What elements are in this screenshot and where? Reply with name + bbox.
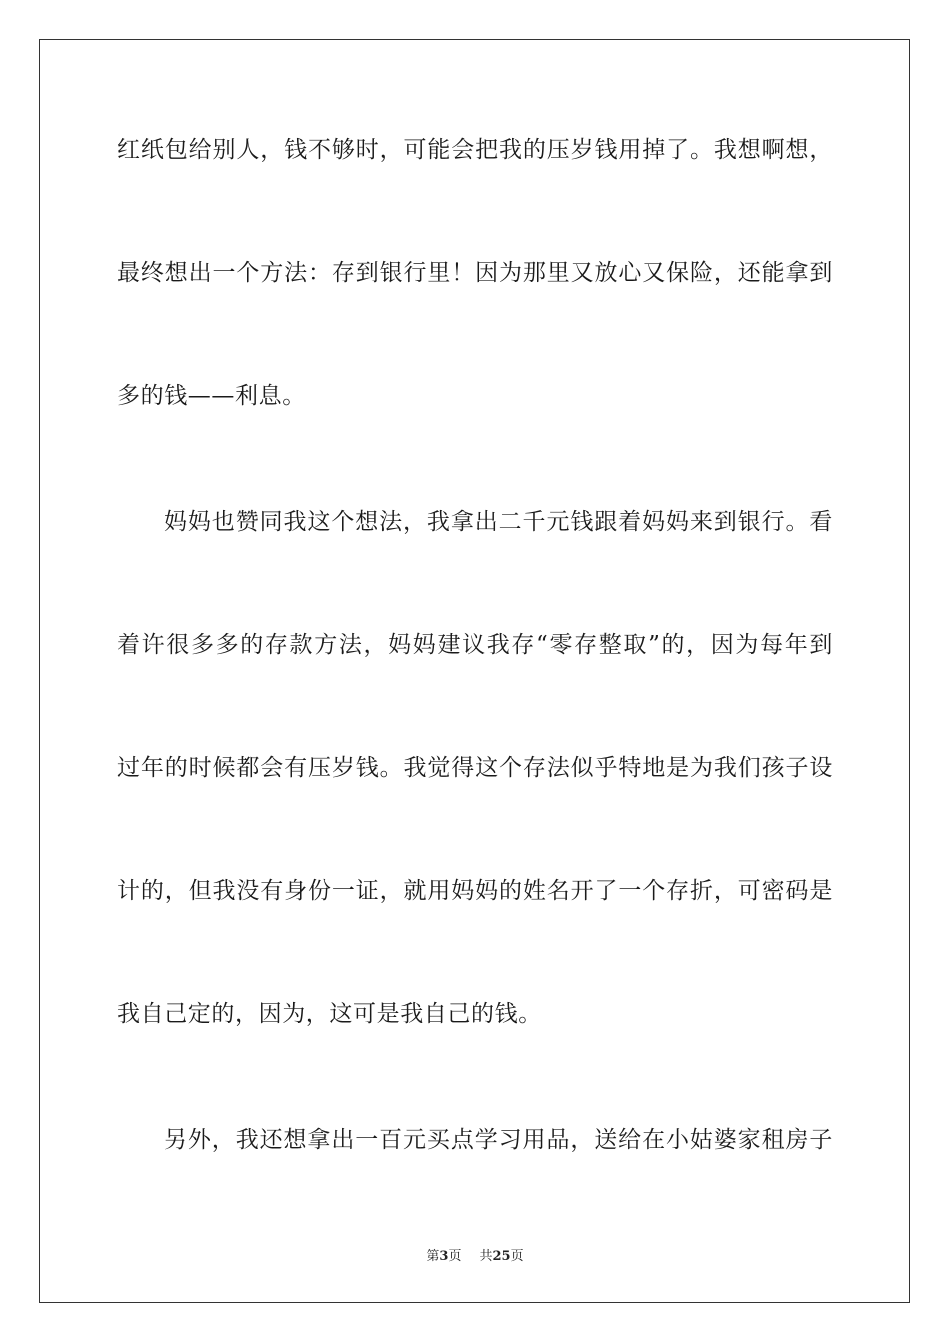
page-suffix: 页 bbox=[448, 1249, 462, 1264]
paragraph-2-line-1: 妈妈也赞同我这个想法，我拿出二千元钱跟着妈妈来到银行。看 bbox=[164, 509, 833, 535]
page-footer bbox=[0, 1249, 950, 1265]
paragraph-2-line-5: 我自己定的，因为，这可是我自己的钱。 bbox=[117, 1001, 542, 1027]
text-line-1: 红纸包给别人，钱不够时，可能会把我的压岁钱用掉了。我想啊想， bbox=[117, 137, 833, 163]
paragraph-2-line-2: 着许很多多的存款方法，妈妈建议我存“零存整取”的，因为每年到 bbox=[117, 632, 833, 658]
total-prefix: 共 bbox=[479, 1249, 493, 1264]
paragraph-2-line-4: 计的，但我没有身份一证，就用妈妈的姓名开了一个存折，可密码是 bbox=[117, 878, 833, 904]
total-suffix: 页 bbox=[510, 1249, 524, 1264]
text-line-2: 最终想出一个方法：存到银行里！因为那里又放心又保险，还能拿到 bbox=[117, 260, 833, 286]
paragraph-3-line-1: 另外，我还想拿出一百元买点学习用品，送给在小姑婆家租房子 bbox=[164, 1127, 833, 1153]
paragraph-2-line-3: 过年的时候都会有压岁钱。我觉得这个存法似乎特地是为我们孩子设 bbox=[117, 755, 833, 781]
total-pages: 25 bbox=[492, 1249, 511, 1264]
page-number: 3 bbox=[439, 1249, 449, 1264]
page-prefix: 第 bbox=[426, 1249, 440, 1264]
text-line-3: 多的钱——利息。 bbox=[117, 383, 306, 409]
page-border bbox=[39, 39, 910, 1303]
